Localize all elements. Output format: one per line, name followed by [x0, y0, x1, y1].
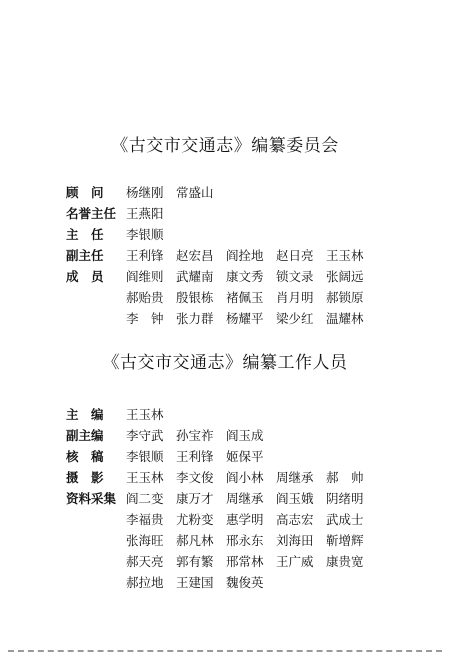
committee-role-label: 主 任 [66, 226, 104, 242]
person-name: 王利锋 [126, 247, 164, 263]
person-name: 魏俊英 [226, 574, 264, 590]
person-name: 温耀林 [326, 310, 364, 326]
person-name: 赵日亮 [276, 247, 314, 263]
person-name: 郝锁原 [326, 289, 364, 305]
person-name: 张阔远 [326, 268, 364, 284]
person-name: 殷银栋 [176, 289, 214, 305]
staff-names [126, 447, 276, 465]
person-name: 武耀南 [176, 268, 214, 284]
person-name: 郝贻贵 [126, 289, 164, 305]
person-name: 邢永东 [226, 532, 264, 548]
staff-role-label: 核 稿 [66, 448, 104, 464]
committee-row [66, 307, 376, 328]
committee-row [66, 265, 376, 286]
committee-names [126, 267, 376, 285]
staff-role-label: 资料采集 [66, 490, 117, 506]
person-name: 赵宏昌 [176, 247, 214, 263]
staff-role-label: 摄 影 [66, 469, 104, 485]
staff-names [126, 573, 276, 591]
committee-role-label: 副主任 [66, 247, 104, 263]
person-name: 阎玉娥 [276, 490, 314, 506]
person-name: 郝拉地 [126, 574, 164, 590]
staff-names [126, 405, 176, 423]
committee-names [126, 246, 376, 264]
person-name: 郝 帅 [326, 469, 364, 485]
person-name: 杨耀平 [226, 310, 264, 326]
person-name: 高志宏 [276, 511, 314, 527]
person-name: 阎维则 [126, 268, 164, 284]
staff-names [126, 489, 376, 507]
committee-role-label: 成 员 [66, 268, 104, 284]
committee-role-label: 顾 问 [66, 184, 104, 200]
person-name: 阎玉成 [226, 427, 264, 443]
person-name: 郭有繁 [176, 553, 214, 569]
page-bottom-edge [8, 650, 442, 655]
committee-role-label: 名誉主任 [66, 205, 117, 221]
staff-row [66, 445, 376, 466]
person-name: 李银顺 [126, 226, 164, 242]
person-name: 肖月明 [276, 289, 314, 305]
staff-row [66, 508, 376, 529]
committee-roster [66, 181, 376, 328]
staff-names [126, 468, 376, 486]
person-name: 周继承 [276, 469, 314, 485]
person-name: 王玉林 [126, 406, 164, 422]
committee-names [126, 288, 376, 306]
person-name: 阴绪明 [326, 490, 364, 506]
person-name: 梁少红 [276, 310, 314, 326]
person-name: 尤粉变 [176, 511, 214, 527]
person-name: 王玉林 [126, 469, 164, 485]
person-name: 李文俊 [176, 469, 214, 485]
person-name: 康贵宽 [326, 553, 364, 569]
staff-row [66, 424, 376, 445]
person-name: 靳增辉 [326, 532, 364, 548]
person-name: 王建国 [176, 574, 214, 590]
person-name: 李银顺 [126, 448, 164, 464]
staff-names [126, 552, 376, 570]
person-name: 锁文录 [276, 268, 314, 284]
person-name: 李福贵 [126, 511, 164, 527]
person-name: 李 钟 [126, 310, 164, 326]
staff-row [66, 529, 376, 550]
person-name: 武成士 [326, 511, 364, 527]
person-name: 郝天亮 [126, 553, 164, 569]
person-name: 王利锋 [176, 448, 214, 464]
person-name: 刘海田 [276, 532, 314, 548]
person-name: 王玉林 [326, 247, 364, 263]
staff-names [126, 510, 376, 528]
committee-row [66, 202, 376, 223]
person-name: 杨继刚 [126, 184, 164, 200]
committee-row [66, 286, 376, 307]
staff-row [66, 466, 376, 487]
staff-roster [66, 403, 376, 592]
committee-title: 《古交市交通志》编纂委员会 [111, 136, 339, 156]
person-name: 周继承 [226, 490, 264, 506]
committee-row [66, 244, 376, 265]
committee-row [66, 181, 376, 202]
person-name: 邢常林 [226, 553, 264, 569]
person-name: 惠学明 [226, 511, 264, 527]
person-name: 姬保平 [226, 448, 264, 464]
person-name: 褚佩玉 [226, 289, 264, 305]
person-name: 王燕阳 [126, 205, 164, 221]
person-name: 李守武 [126, 427, 164, 443]
person-name: 张力群 [176, 310, 214, 326]
staff-row [66, 487, 376, 508]
person-name: 孙宝祚 [176, 427, 214, 443]
staff-role-label: 副主编 [66, 427, 104, 443]
person-name: 王广威 [276, 553, 314, 569]
person-name: 阎拴地 [226, 247, 264, 263]
person-name: 康文秀 [226, 268, 264, 284]
committee-names [126, 183, 226, 201]
staff-role-label: 主 编 [66, 406, 104, 422]
person-name: 张海旺 [126, 532, 164, 548]
person-name: 常盛山 [176, 184, 214, 200]
committee-names [126, 225, 176, 243]
person-name: 郝凡林 [176, 532, 214, 548]
person-name: 阎小林 [226, 469, 264, 485]
staff-row [66, 550, 376, 571]
committee-names [126, 309, 376, 327]
committee-names [126, 204, 176, 222]
staff-row [66, 571, 376, 592]
person-name: 康万才 [176, 490, 214, 506]
committee-row [66, 223, 376, 244]
staff-names [126, 426, 276, 444]
staff-title: 《古交市交通志》编纂工作人员 [102, 353, 348, 373]
person-name: 阎二变 [126, 490, 164, 506]
staff-row [66, 403, 376, 424]
staff-names [126, 531, 376, 549]
